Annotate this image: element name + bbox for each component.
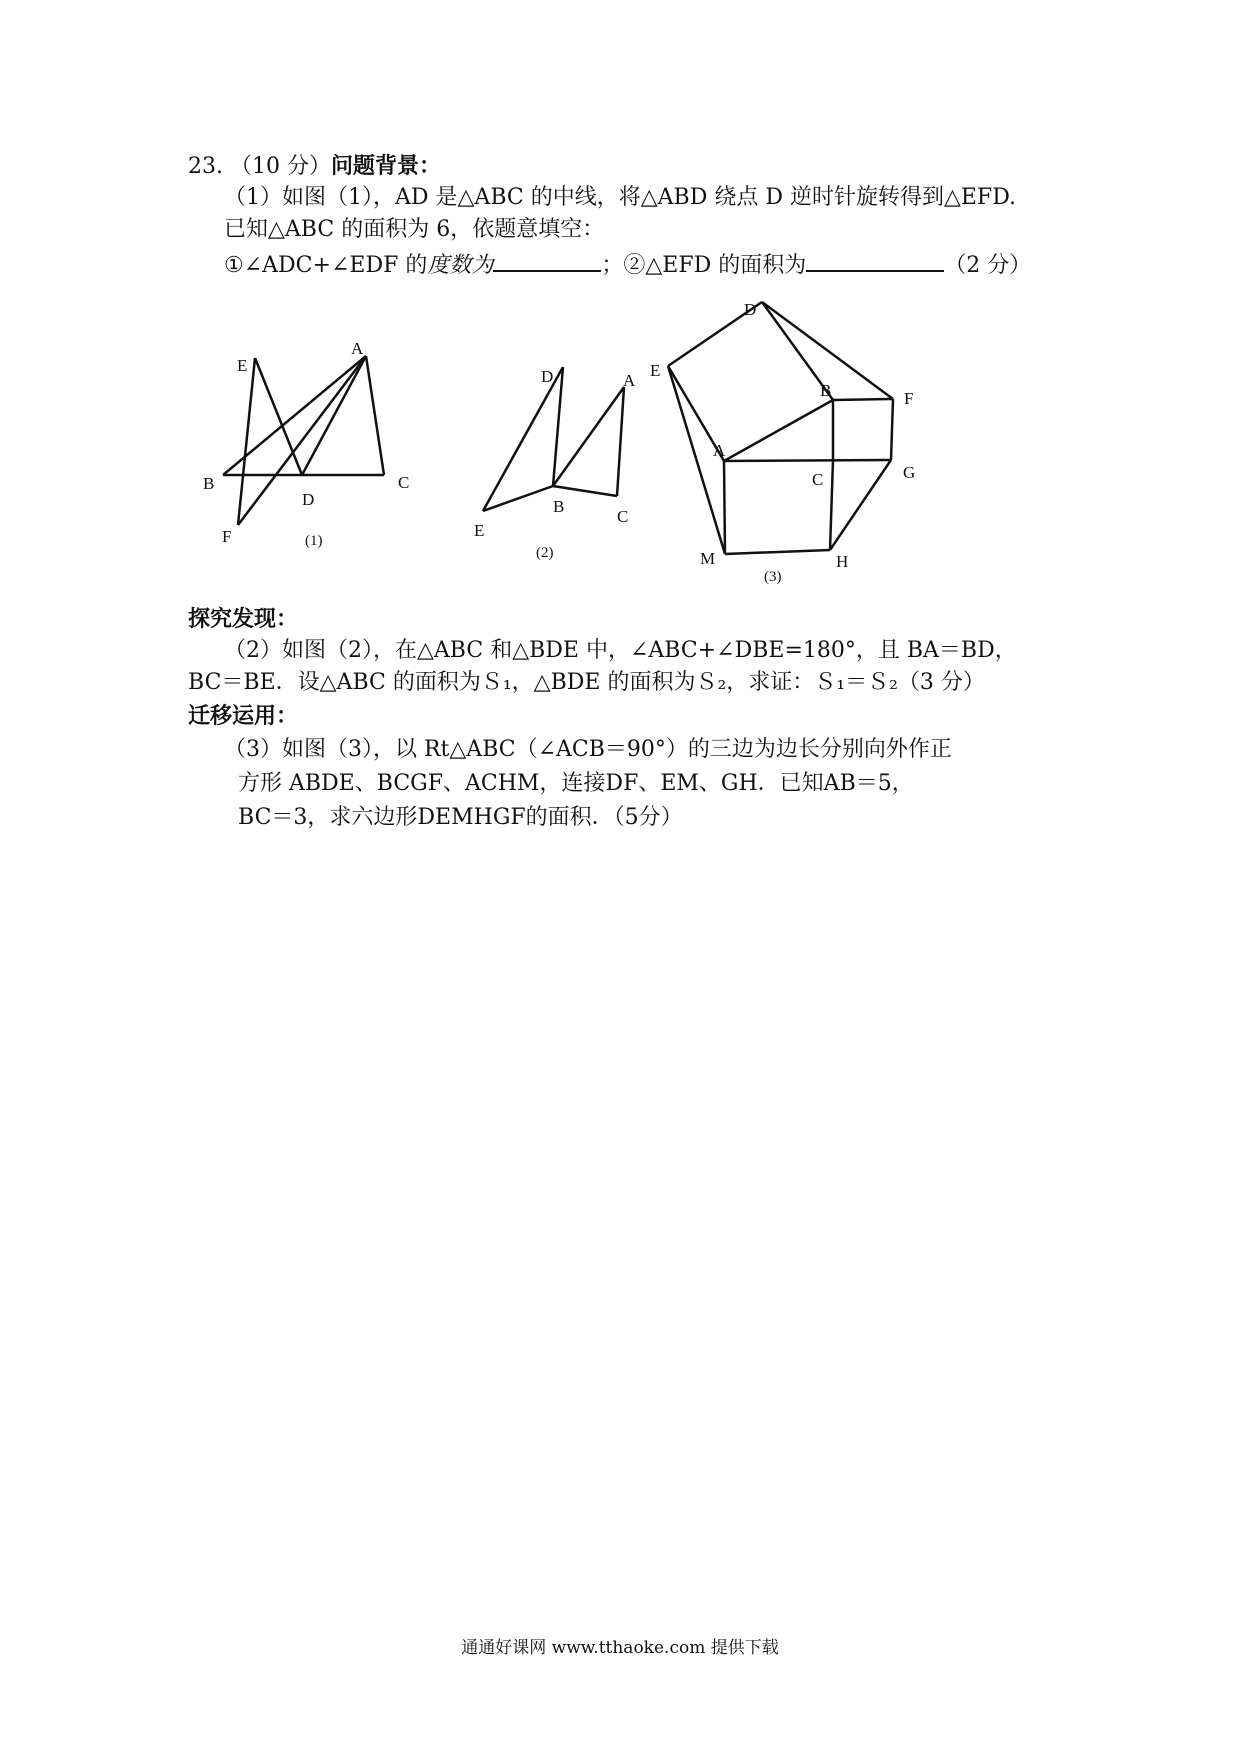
problem-number: 23. — [188, 154, 223, 179]
figures-svg — [0, 0, 1240, 620]
fig3-label-h: H — [836, 552, 849, 571]
section-heading-explore: 探究发现： — [188, 606, 299, 632]
question1-prefix: ①∠ADC+∠EDF 的 — [224, 253, 428, 278]
part1-line2: 已知△ABC 的面积为 6，依题意填空： — [224, 217, 605, 242]
fig2-caption: (2) — [536, 545, 554, 561]
section-heading-transfer: 迁移运用： — [188, 703, 299, 729]
problem-points: （10 分） — [230, 154, 331, 179]
fig3-label-e: E — [650, 361, 661, 380]
fig1-label-c: C — [398, 473, 410, 492]
fig2-label-b: B — [553, 497, 565, 516]
fig3-label-a: A — [713, 441, 726, 460]
part1-line1: （1）如图（1），AD 是△ABC 的中线，将△ABD 绕点 D 逆时针旋转得到△EFD. — [224, 185, 1017, 210]
question2-prefix: ；②△EFD 的面积为 — [601, 253, 807, 278]
fig1-label-b: B — [203, 474, 215, 493]
fig2-label-a: A — [623, 371, 636, 390]
part3-line1: （3）如图（3），以 Rt△ABC（∠ACB＝90°）的三边为边长分别向外作正 — [224, 737, 952, 762]
fig3-label-g: G — [903, 463, 916, 482]
part2-line1: （2）如图（2），在△ABC 和△BDE 中，∠ABC+∠DBE=180°，且 BA＝BD， — [224, 638, 1017, 663]
fig1-caption: (1) — [305, 533, 323, 549]
page-footer: 通通好课网 www.tthaoke.com 提供下载 — [461, 1638, 779, 1658]
fig2-label-d: D — [541, 367, 554, 386]
question2-points: （2 分） — [944, 253, 1032, 278]
fig3-label-f: F — [904, 389, 914, 408]
part3-line2: 方形 ABDE、BCGF、ACHM，连接DF、EM、GH．已知AB＝5， — [238, 771, 914, 796]
fig3-label-d: D — [744, 300, 757, 319]
fig1-label-d: D — [302, 490, 315, 509]
section-heading-background: 问题背景： — [331, 153, 442, 179]
fig1-label-a: A — [351, 339, 364, 358]
fig2-label-c: C — [617, 507, 629, 526]
fig3-label-m: M — [700, 549, 716, 568]
part3-line3: BC＝3，求六边形DEMHGF的面积．（5分） — [238, 805, 683, 830]
fig3-label-c: C — [812, 470, 824, 489]
fig3-label-b: B — [820, 381, 832, 400]
question1-italic: 度数为 — [427, 253, 494, 278]
fig3-caption: (3) — [764, 569, 782, 585]
figure-2-lines — [483, 367, 624, 511]
fig1-label-f: F — [222, 527, 232, 546]
fig1-label-e: E — [237, 356, 248, 375]
fig2-label-e: E — [474, 521, 485, 540]
figure-3-lines — [668, 302, 893, 554]
part2-line2: BC＝BE．设△ABC 的面积为Ｓ₁，△BDE 的面积为Ｓ₂，求证：Ｓ₁＝Ｓ₂（3 分） — [188, 670, 985, 695]
